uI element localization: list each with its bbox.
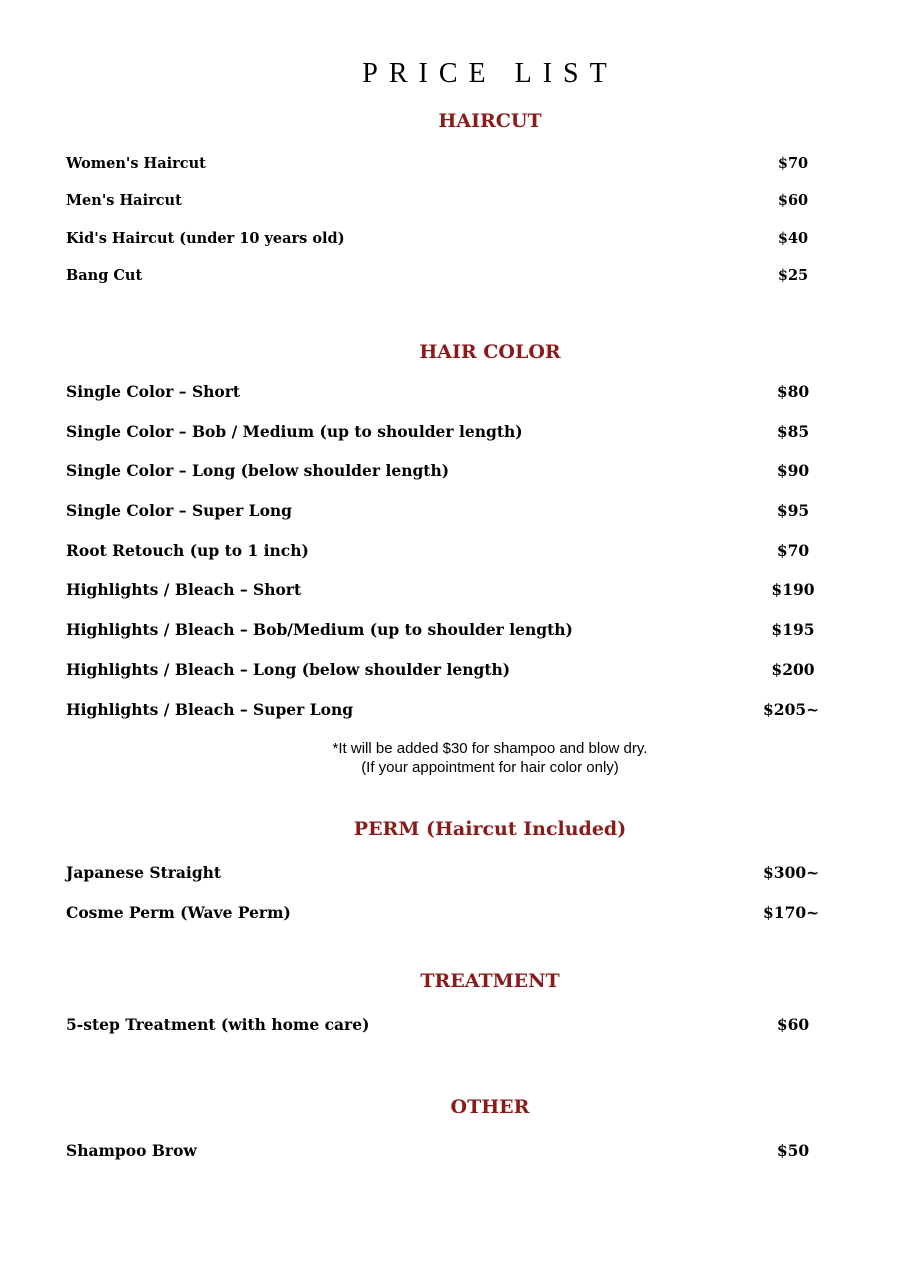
item-name: Bang Cut bbox=[66, 267, 143, 284]
price-row bbox=[66, 461, 826, 483]
item-name: Women's Haircut bbox=[66, 155, 206, 172]
price-row bbox=[66, 382, 826, 404]
price-row bbox=[66, 501, 826, 523]
page-title: PRICE LIST bbox=[362, 58, 618, 89]
item-name: Highlights / Bleach – Long (below shoulder length) bbox=[66, 660, 511, 679]
item-name: Japanese Straight bbox=[66, 863, 222, 882]
item-name: Kid's Haircut (under 10 years old) bbox=[66, 230, 345, 247]
item-price: $200 bbox=[771, 660, 815, 679]
item-price: $25 bbox=[777, 267, 809, 284]
item-name: Highlights / Bleach – Super Long bbox=[66, 700, 354, 719]
item-price: $70 bbox=[777, 155, 809, 172]
price-row bbox=[66, 863, 826, 885]
price-row bbox=[66, 903, 826, 925]
item-price: $300~ bbox=[763, 863, 820, 882]
section-heading-treatment: TREATMENT bbox=[420, 970, 560, 992]
item-name: Root Retouch (up to 1 inch) bbox=[66, 541, 309, 560]
item-price: $90 bbox=[776, 461, 810, 480]
price-row bbox=[66, 1015, 826, 1037]
section-heading-haircut: HAIRCUT bbox=[438, 110, 542, 132]
price-row bbox=[66, 580, 826, 602]
price-row bbox=[66, 700, 826, 722]
item-name: Highlights / Bleach – Bob/Medium (up to shoulder length) bbox=[66, 620, 573, 639]
item-name: Cosme Perm (Wave Perm) bbox=[66, 903, 291, 922]
item-price: $60 bbox=[776, 1015, 810, 1034]
item-price: $190 bbox=[771, 580, 815, 599]
item-price: $60 bbox=[777, 192, 809, 209]
item-name: 5-step Treatment (with home care) bbox=[66, 1015, 370, 1034]
item-price: $80 bbox=[776, 382, 810, 401]
price-row bbox=[66, 155, 826, 177]
item-price: $50 bbox=[776, 1141, 810, 1160]
item-price: $85 bbox=[776, 422, 810, 441]
item-price: $70 bbox=[776, 541, 810, 560]
item-name: Single Color – Super Long bbox=[66, 501, 293, 520]
item-name: Shampoo Brow bbox=[66, 1141, 197, 1160]
item-price: $95 bbox=[776, 501, 810, 520]
item-price: $170~ bbox=[763, 903, 820, 922]
item-name: Men's Haircut bbox=[66, 192, 182, 209]
note-line-1: *It will be added $30 for shampoo and blow dry. bbox=[332, 740, 648, 757]
item-name: Single Color – Short bbox=[66, 382, 241, 401]
section-heading-perm: PERM (Haircut Included) bbox=[353, 818, 627, 840]
price-row bbox=[66, 1141, 826, 1163]
price-row bbox=[66, 660, 826, 682]
item-name: Single Color – Bob / Medium (up to shoulder length) bbox=[66, 422, 523, 441]
item-name: Highlights / Bleach – Short bbox=[66, 580, 302, 599]
price-row bbox=[66, 192, 826, 214]
section-heading-hair-color: HAIR COLOR bbox=[419, 341, 561, 363]
item-name: Single Color – Long (below shoulder length) bbox=[66, 461, 450, 480]
price-row bbox=[66, 230, 826, 252]
price-row bbox=[66, 620, 826, 642]
note-line-2: (If your appointment for hair color only) bbox=[361, 759, 619, 776]
price-row bbox=[66, 267, 826, 289]
item-price: $195 bbox=[771, 620, 815, 639]
item-price: $205~ bbox=[763, 700, 820, 719]
hair-color-note bbox=[0, 739, 898, 777]
price-row bbox=[66, 422, 826, 444]
section-heading-other: OTHER bbox=[450, 1096, 530, 1118]
item-price: $40 bbox=[777, 230, 809, 247]
price-row bbox=[66, 541, 826, 563]
